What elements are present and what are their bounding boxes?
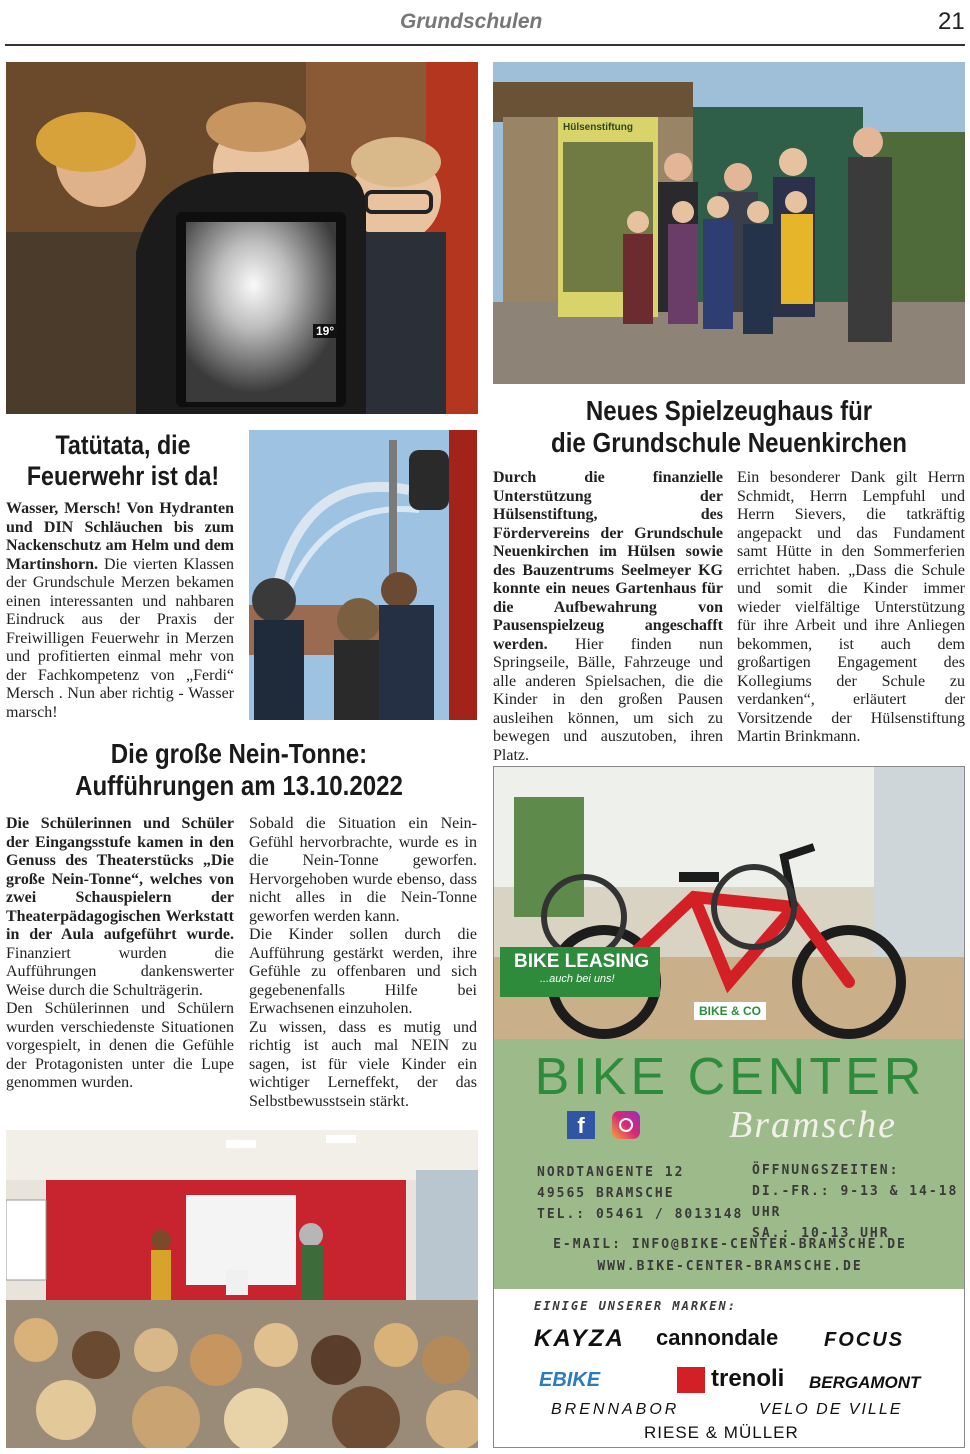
article1-lead: Wasser, Mersch! Von Hydranten und DIN Schläuchen bis zum Nackenschutz am Helm und dem Martinshorn.: [6, 500, 234, 573]
theater-photo: [6, 1130, 478, 1448]
article3-body5: Zu wissen, dass es mutig und richtig ist auch mal NEIN zu sagen, ist für viele Kinder ein wichtiger Lerneffekt, der das Selbstbewusstsein stärkt.: [249, 1018, 477, 1110]
thermal-camera-photo: [6, 62, 478, 414]
page-number: 21: [938, 8, 965, 35]
brand-ebike: EBIKE: [539, 1369, 601, 1391]
contact-web[interactable]: WWW.BIKE-CENTER-BRAMSCHE.DE: [597, 1259, 863, 1274]
article3-text-left: [6, 815, 234, 1093]
article2-title: Neues Spielzeughaus für die Grundschule Neuenkirchen: [551, 395, 907, 459]
brand-bergamont: BERGAMONT: [809, 1373, 921, 1392]
article2-text-right: [737, 469, 965, 747]
contact-email[interactable]: E-MAIL: INFO@BIKE-CENTER-BRAMSCHE.DE: [553, 1237, 907, 1252]
facebook-icon[interactable]: f: [567, 1111, 595, 1139]
article3-body1: Finanziert wurden die Aufführungen dankenswerter Weise durch die Schulträgerin.: [6, 944, 234, 999]
brands-title: EINIGE UNSERER MARKEN:: [534, 1299, 737, 1313]
brand-trenoli: trenoli: [677, 1365, 784, 1393]
bike-center-city: Bramsche: [729, 1104, 897, 1146]
article1-title: Tatütata, die Feuerwehr ist da!: [26, 430, 220, 492]
article3-body3: Sobald die Situation ein Nein-Gefühl hervorbrachte, wurde es in die Nein-Tonne geworfen. Hervorgehoben wurde ebenso, dass nicht alles in die Nein-Tonne geworfen werden kann.: [249, 815, 477, 925]
instagram-icon[interactable]: [612, 1111, 640, 1139]
bike-center-name: BIKE CENTER: [534, 1048, 926, 1106]
article2-body2: Ein besonderer Dank gilt Herrn Schmidt, Herrn Lempfuhl und Herrn Sievers, die tatkräftig angepackt und das Fundament samt Hütte in den Sommerferien errichtet haben. „Dass die Schule und somit die Kinder immer wieder vielfältige Unterstützung für ihre Arbeit und ihre Anliegen bekommen, ist auch dem großartigen Engagement des Kollegiums der Schule zu verdanken“, erläutert der Vorsitzende der Hülsenstiftung Martin Brinkmann.: [737, 469, 965, 745]
article2-lead: Durch die finanzielle Unterstützung der Hülsenstiftung, des Fördervereins der Grundschule Neuenkirchen im Hülsen sowie des Bauzentrums Seelmeyer KG konnte ein neues Gartenhaus für die Aufbewahrung von Pausenspielzeug angeschafft werden.: [493, 469, 723, 653]
article3-body2: Den Schülerinnen und Schülern wurden verschiedenste Situationen vorgespielt, in denen die Gefühle der Protagonisten unter die Lupe genommen wurden.: [6, 1000, 234, 1091]
address: NORDTANGENTE 12 49565 BRAMSCHE TEL.: 05461 / 8013148: [537, 1165, 744, 1222]
article1-text: [6, 500, 234, 722]
thermal-reading: 19°: [313, 324, 337, 338]
fire-hose-photo: [249, 430, 477, 720]
bike-center-ad: [493, 766, 965, 1448]
banner-label: Hülsenstiftung: [563, 122, 633, 133]
article3-title: Die große Nein-Tonne: Aufführungen am 13.10.2022: [75, 738, 403, 802]
brand-kayza: KAYZA: [534, 1325, 625, 1352]
article2-body1: Hier finden nun Springseile, Bälle, Fahrzeuge und alle anderen Spielsachen, die die Kinder in den großen Pausen ausleihen können, um sich zu bewegen und auszutoben, ihren Platz.: [493, 635, 723, 764]
article3-lead: Die Schülerinnen und Schüler der Eingangsstufe kamen in den Genuss des Theaterstücks „Die große Nein-Tonne“, welches von zwei Schauspielern der Theaterpädagogischen Werkstatt in der Aula aufgeführt wurde.: [6, 815, 234, 943]
bikeco-logo: BIKE & CO: [694, 1002, 766, 1020]
brands-panel: [494, 1289, 965, 1448]
bike-leasing-badge: BIKE LEASING ...auch bei uns!: [500, 947, 660, 997]
header-rule: [5, 44, 965, 46]
brand-cannondale: cannondale: [656, 1325, 779, 1350]
article3-body4: Die Kinder sollen durch die Aufführung gestärkt werden, ihre Gefühle zu offenbaren und sich gegebenenfalls Hilfe bei Erwachsenen einzuholen.: [249, 926, 477, 1017]
brand-riese-mueller: RIESE & MÜLLER: [644, 1423, 799, 1442]
brand-velo-de-ville: VELO DE VILLE: [759, 1401, 903, 1418]
brand-focus: FOCUS: [824, 1329, 904, 1351]
article3-text-right: [249, 815, 477, 1111]
bike-photo: [494, 767, 965, 1039]
brand-brennabor: BRENNABOR: [551, 1401, 680, 1418]
article1-body: Die vierten Klassen der Grundschule Merzen bekamen einen interessanten und nahbaren Eindruck aus der Praxis der Freiwilligen Feuerwehr in Merzen und profitierten einmal mehr von der Fachkompetenz von „Ferdi“ Mersch . Nun aber richtig - Wasser marsch!: [6, 555, 234, 721]
opening-hours: ÖFFNUNGSZEITEN: DI.-FR.: 9-13 & 14-18 UHR SA.: 10-13 UHR: [752, 1163, 959, 1241]
article2-text-left: [493, 469, 723, 765]
group-photo-garden-house: [493, 62, 965, 384]
section-title: Grundschulen: [400, 10, 543, 33]
